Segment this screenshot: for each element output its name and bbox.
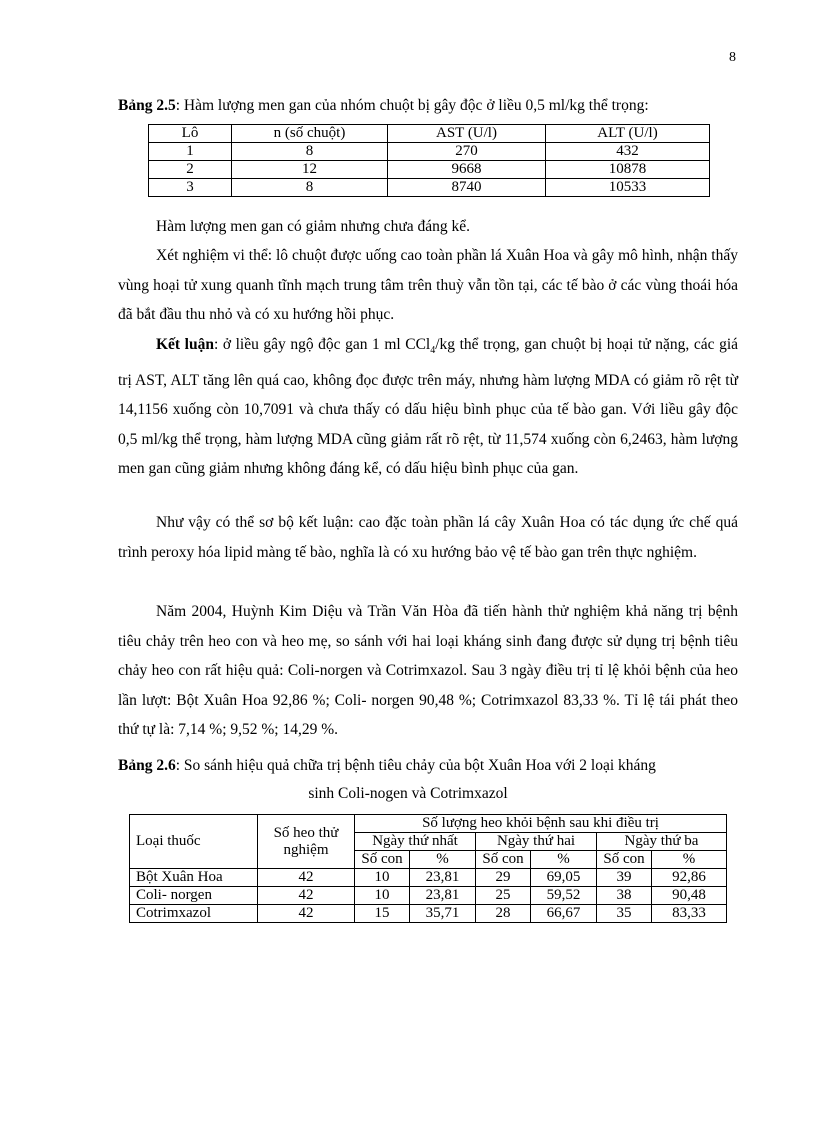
table-2-6 (129, 814, 727, 923)
cell: Coli- norgen (130, 887, 258, 905)
header-group: Số lượng heo khỏi bệnh sau khi điều trị (355, 815, 727, 833)
cell: 1 (149, 143, 232, 161)
paragraph-text: : ở liều gây ngộ độc gan 1 ml CCl (213, 336, 431, 353)
conclusion-label: Kết luận (156, 336, 214, 353)
cell: 35 (597, 905, 652, 923)
cell: 2 (149, 161, 232, 179)
table-2-6-caption (118, 756, 738, 776)
subheader-count: Số con (476, 851, 531, 869)
cell: 39 (597, 869, 652, 887)
cell: 42 (258, 869, 355, 887)
table-2-5-label: Bảng 2.5 (118, 97, 176, 114)
cell: 12 (232, 161, 388, 179)
table-header-row (149, 125, 710, 143)
cell: 3 (149, 179, 232, 197)
header-lo: Lô (149, 125, 232, 143)
cell: Bột Xuân Hoa (130, 869, 258, 887)
subheader-count: Số con (355, 851, 410, 869)
header-day-1: Ngày thứ nhất (355, 833, 476, 851)
paragraph-2004-study (118, 597, 738, 745)
cell: 10 (355, 869, 410, 887)
paragraph-text: Xét nghiệm vi thể: lô chuột được uống cao toàn phần lá Xuân Hoa và gây mô hình, nhận thấy vùng hoại tử xung quanh tĩnh mạch trung tâm trên thuỳ vẫn tồn tại, các tế bào ở các vùng thoái hóa đã bắt đầu thu nhỏ và có xu hướng hồi phục. (118, 247, 738, 323)
cell: 28 (476, 905, 531, 923)
table-row (130, 905, 727, 923)
paragraph-microscopy (118, 241, 738, 330)
cell: 42 (258, 887, 355, 905)
cell: 29 (476, 869, 531, 887)
table-2-6-label: Bảng 2.6 (118, 757, 176, 774)
header-day-2: Ngày thứ hai (476, 833, 597, 851)
table-2-5 (148, 124, 710, 197)
paragraph-summary (118, 508, 738, 567)
cell: Cotrimxazol (130, 905, 258, 923)
cell: 432 (546, 143, 710, 161)
cell: 83,33 (652, 905, 727, 923)
paragraph-text: Năm 2004, Huỳnh Kim Diệu và Trần Văn Hòa đã tiến hành thử nghiệm khả năng trị bệnh tiêu chảy trên heo con và heo mẹ, so sánh với hai loại kháng sinh đang được sử dụng trị bệnh tiêu chảy heo con rất hiệu quả: Coli-norgen và Cotrimxazol. Sau 3 ngày điều trị tỉ lệ khỏi bệnh của heo lần lượt: Bột Xuân Hoa 92,86 %; Coli- norgen 90,48 %; Cotrimxazol 83,33 %. Tỉ lệ tái phát theo thứ tự là: 7,14 %; 9,52 %; 14,29 %. (118, 603, 738, 738)
cell: 69,05 (531, 869, 597, 887)
cell: 92,86 (652, 869, 727, 887)
cell: 10 (355, 887, 410, 905)
table-row (149, 179, 710, 197)
cell: 90,48 (652, 887, 727, 905)
header-alt: ALT (U/l) (546, 125, 710, 143)
cell: 10533 (546, 179, 710, 197)
header-count: Số heo thử nghiệm (258, 815, 355, 869)
cell: 42 (258, 905, 355, 923)
cell: 10878 (546, 161, 710, 179)
paragraph-text: /kg thể trọng, gan chuột bị hoại tử nặng, các giá trị AST, ALT tăng lên quá cao, không đọc được trên máy, nhưng hàm lượng MDA có giảm rõ rệt từ 14,1156 xuống còn 10,7091 và chưa thấy có dấu hiệu bình phục của tế bào gan. Với liều gây độc 0,5 ml/kg thể trọng, hàm lượng MDA cũng giảm rất rõ rệt, từ 11,574 xuống còn 6,2463, hàm lượng men gan cũng giảm nhưng không đáng kể, có dấu hiệu bình phục của gan. (118, 336, 739, 478)
table-row (130, 887, 727, 905)
table-2-5-caption (118, 96, 738, 116)
header-ast: AST (U/l) (388, 125, 546, 143)
table-2-6-title: : So sánh hiệu quả chữa trị bệnh tiêu chảy của bột Xuân Hoa với 2 loại kháng (175, 757, 656, 774)
paragraph-text: Hàm lượng men gan có giảm nhưng chưa đáng kể. (156, 218, 471, 235)
subheader-pct: % (652, 851, 727, 869)
table-row (149, 143, 710, 161)
cell: 9668 (388, 161, 546, 179)
cell: 38 (597, 887, 652, 905)
header-drug: Loại thuốc (130, 815, 258, 869)
cell: 8 (232, 179, 388, 197)
cell: 8 (232, 143, 388, 161)
cell: 23,81 (410, 887, 476, 905)
cell: 25 (476, 887, 531, 905)
table-row (130, 869, 727, 887)
subheader-pct: % (531, 851, 597, 869)
cell: 66,67 (531, 905, 597, 923)
subheader-pct: % (410, 851, 476, 869)
paragraph-enzyme-note (118, 212, 738, 242)
cell: 270 (388, 143, 546, 161)
subscript: 4 (430, 345, 436, 357)
cell: 35,71 (410, 905, 476, 923)
table-row (149, 161, 710, 179)
paragraph-text: Như vậy có thể sơ bộ kết luận: cao đặc toàn phần lá cây Xuân Hoa có tác dụng ức chế quá trình peroxy hóa lipid màng tế bào, nghĩa là có xu hướng bảo vệ tế bào gan trên thực nghiệm. (118, 514, 738, 561)
cell: 59,52 (531, 887, 597, 905)
table-2-6-title-line2: sinh Coli-nogen và Cotrimxazol (308, 785, 508, 802)
paragraph-conclusion (118, 330, 738, 484)
page-number: 8 (729, 50, 736, 65)
header-n: n (số chuột) (232, 125, 388, 143)
header-day-3: Ngày thứ ba (597, 833, 727, 851)
table-header-row (130, 815, 727, 833)
table-2-5-title: : Hàm lượng men gan của nhóm chuột bị gây độc ở liều 0,5 ml/kg thể trọng: (175, 97, 649, 114)
cell: 15 (355, 905, 410, 923)
subheader-count: Số con (597, 851, 652, 869)
cell: 8740 (388, 179, 546, 197)
cell: 23,81 (410, 869, 476, 887)
